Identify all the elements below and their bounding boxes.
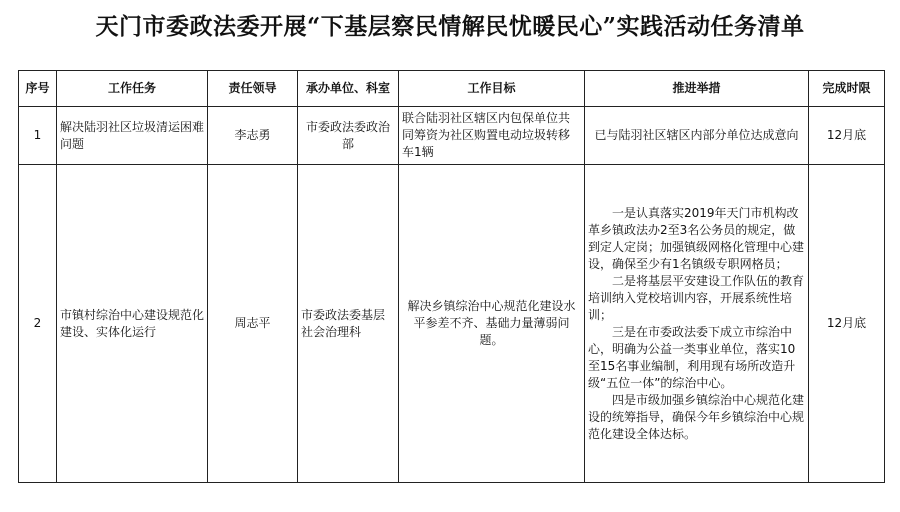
header-measures: 推进举措 xyxy=(585,71,809,107)
cell-leader: 周志平 xyxy=(208,165,298,483)
table-header-row xyxy=(19,71,885,107)
cell-no: 2 xyxy=(19,165,57,483)
cell-task: 市镇村综治中心建设规范化建设、实体化运行 xyxy=(57,165,208,483)
header-unit: 承办单位、科室 xyxy=(298,71,399,107)
cell-goal: 解决乡镇综治中心规范化建设水平参差不齐、基础力量薄弱问题。 xyxy=(399,165,585,483)
page-title: 天门市委政法委开展“下基层察民情解民忧暖民心”实践活动任务清单 xyxy=(95,13,805,40)
table-row xyxy=(19,165,885,483)
header-task: 工作任务 xyxy=(57,71,208,107)
cell-goal: 联合陆羽社区辖区内包保单位共同筹资为社区购置电动垃圾转移车1辆 xyxy=(399,107,585,165)
task-list-table xyxy=(18,70,885,483)
cell-task: 解决陆羽社区垃圾清运困难问题 xyxy=(57,107,208,165)
header-no: 序号 xyxy=(19,71,57,107)
cell-unit: 市委政法委政治部 xyxy=(298,107,399,165)
header-leader: 责任领导 xyxy=(208,71,298,107)
header-goal: 工作目标 xyxy=(399,71,585,107)
cell-no: 1 xyxy=(19,107,57,165)
cell-unit: 市委政法委基层社会治理科 xyxy=(298,165,399,483)
cell-measures: 一是认真落实2019年天门市机构改革乡镇政法办2至3名公务员的规定，做到定人定岗；加强镇级网格化管理中心建设，确保至少有1名镇级专职网格员； 二是将基层平安建设工作队伍的教育培训纳入党校培训内容，开展系统性培训； 三是在市委政法委下成立市综治中心，明确为公益一类事业单位，落实10至15名事业编制，利用现有场所改造升级“五位一体”的综治中心。 四是市级加强乡镇综治中心规范化建设的统筹指导，确保今年乡镇综治中心规范化建设全体达标。 xyxy=(585,165,809,483)
cell-deadline: 12月底 xyxy=(809,165,885,483)
cell-leader: 李志勇 xyxy=(208,107,298,165)
table-row xyxy=(19,107,885,165)
cell-deadline: 12月底 xyxy=(809,107,885,165)
cell-measures: 已与陆羽社区辖区内部分单位达成意向 xyxy=(585,107,809,165)
header-deadline: 完成时限 xyxy=(809,71,885,107)
